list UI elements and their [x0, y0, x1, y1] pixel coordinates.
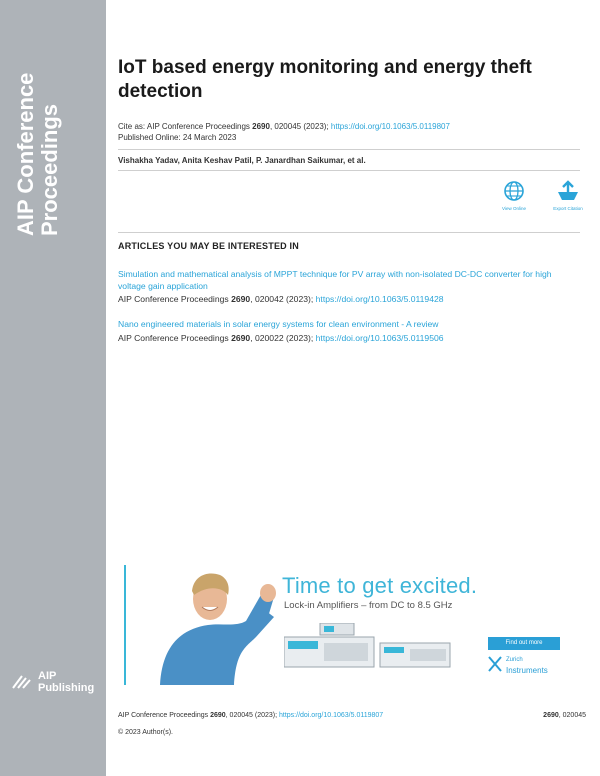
ref-volume: 2690: [231, 294, 251, 304]
ad-accent-bar: [124, 565, 126, 685]
related-article-title[interactable]: Nano engineered materials in solar energy systems for clean environment - A review: [118, 319, 439, 329]
instrument-illustration: [284, 623, 454, 671]
globe-icon: [503, 180, 525, 202]
copyright-notice: © 2023 Author(s).: [118, 729, 173, 736]
author-list: Vishakha Yadav, Anita Keshav Patil, P. Janardhan Saikumar, et al.: [118, 156, 366, 165]
ad-headline: Time to get excited.: [282, 573, 478, 598]
paper-title: IoT based energy monitoring and energy theft detection: [118, 57, 532, 102]
related-articles-heading: ARTICLES YOU MAY BE INTERESTED IN: [118, 241, 299, 251]
footer-page-rest: , 020045: [558, 712, 586, 719]
related-article-ref: [118, 293, 444, 305]
ref-prefix: AIP Conference Proceedings: [118, 294, 232, 304]
publisher-name-line1: AIP: [38, 670, 57, 682]
related-article-ref: [118, 332, 444, 344]
journal-title: AIP Conference Proceedings: [13, 72, 62, 236]
ref-volume: 2690: [231, 333, 251, 343]
ref-prefix: AIP Conference Proceedings: [118, 333, 232, 343]
footer-ref-rest: , 020045 (2023);: [225, 712, 279, 719]
footer-page-number: [543, 712, 586, 719]
related-article-title[interactable]: Simulation and mathematical analysis of MPPT technique for PV array with non-isolated DC-DC converter for high voltage gain application: [118, 269, 552, 291]
cite-rest: , 020045 (2023);: [269, 122, 331, 131]
published-date: Published Online: 24 March 2023: [118, 133, 237, 142]
view-online-label: View Online: [502, 206, 526, 211]
view-online-button[interactable]: [494, 180, 534, 211]
ad-brand-line1: Zurich: [506, 657, 523, 663]
footer-doi-link[interactable]: https://doi.org/10.1063/5.0119807: [279, 712, 384, 719]
related-doi-link[interactable]: https://doi.org/10.1063/5.0119428: [315, 294, 444, 304]
aip-logo-icon: [12, 672, 34, 690]
find-out-more-button[interactable]: Find out more: [488, 637, 560, 650]
divider: [118, 232, 580, 233]
cite-volume: 2690: [252, 122, 270, 131]
journal-sidebar: [0, 0, 106, 776]
export-citation-button[interactable]: [548, 180, 588, 211]
export-citation-label: Export Citation: [553, 206, 583, 211]
person-photo: [150, 567, 280, 685]
ref-rest: , 020042 (2023);: [250, 294, 316, 304]
cite-line: [118, 121, 450, 132]
cite-prefix: Cite as: AIP Conference Proceedings: [118, 122, 253, 131]
footer-ref-prefix: AIP Conference Proceedings: [118, 712, 211, 719]
citation-block: [118, 121, 450, 143]
divider: [118, 149, 580, 150]
related-doi-link[interactable]: https://doi.org/10.1063/5.0119506: [315, 333, 444, 343]
ad-subline: Lock-in Amplifiers – from DC to 8.5 GHz: [284, 600, 453, 611]
export-icon: [556, 180, 580, 202]
footer-citation: [118, 712, 383, 719]
paper-doi-link[interactable]: https://doi.org/10.1063/5.0119807: [330, 122, 450, 131]
footer-ref-volume: 2690: [210, 712, 226, 719]
advertisement-banner[interactable]: [124, 565, 580, 685]
zurich-instruments-logo-icon: [488, 656, 502, 672]
divider: [118, 170, 580, 171]
footer-page-volume: 2690: [543, 712, 559, 719]
ref-rest: , 020022 (2023);: [250, 333, 316, 343]
publisher-name-line2: Publishing: [38, 682, 95, 694]
ad-brand-line2: Instruments: [506, 666, 548, 675]
